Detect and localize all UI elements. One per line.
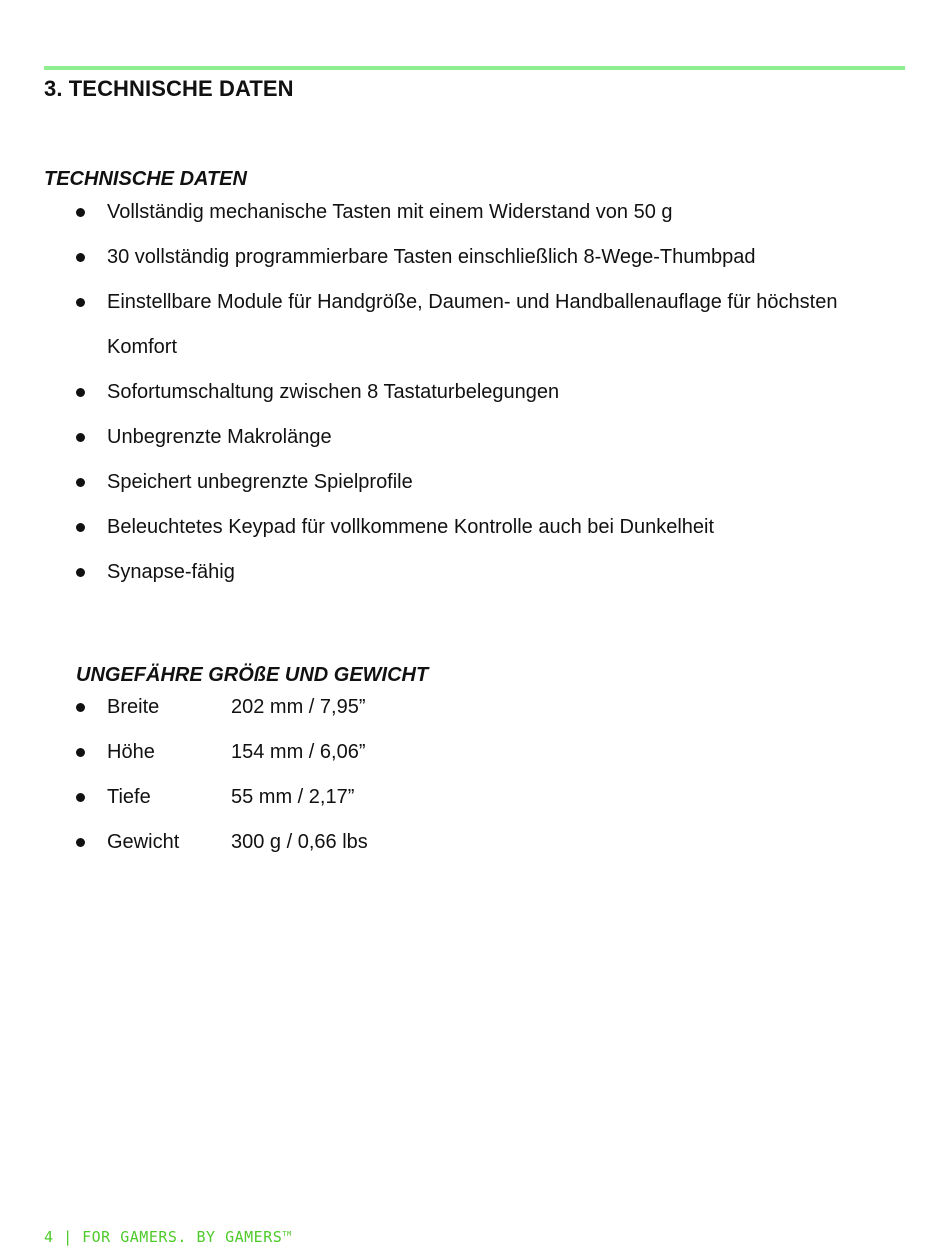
feature-text: Speichert unbegrenzte Spielprofile <box>107 471 413 493</box>
bullet-icon <box>76 388 85 397</box>
dimension-label: Breite <box>107 696 160 718</box>
dimensions-list <box>76 685 676 865</box>
feature-text: Synapse-fähig <box>107 561 235 583</box>
bullet-icon <box>76 793 85 802</box>
list-item <box>76 415 876 460</box>
dimension-label: Tiefe <box>107 786 151 808</box>
page-footer <box>44 1228 292 1246</box>
list-item <box>76 775 676 820</box>
bullet-icon <box>76 523 85 532</box>
dimension-label: Höhe <box>107 741 155 763</box>
list-item <box>76 685 676 730</box>
list-item <box>76 730 676 775</box>
bullet-icon <box>76 748 85 757</box>
bullet-icon <box>76 703 85 712</box>
page-number: 4 <box>44 1228 54 1246</box>
footer-separator: | <box>63 1228 73 1246</box>
footer-slogan: FOR GAMERS. BY GAMERS <box>82 1228 283 1246</box>
list-item <box>76 190 876 235</box>
feature-text: Einstellbare Module für Handgröße, Daumen- und Handballenauflage für höchsten Komfort <box>107 291 838 358</box>
dimension-value: 300 g / 0,66 lbs <box>231 831 368 853</box>
feature-text: Vollständig mechanische Tasten mit einem Widerstand von 50 g <box>107 201 673 223</box>
top-divider-line <box>44 66 905 70</box>
features-list <box>76 190 876 595</box>
list-item <box>76 820 676 865</box>
trademark-mark: TM <box>282 1230 292 1238</box>
dimension-value: 202 mm / 7,95” <box>231 696 366 718</box>
bullet-icon <box>76 208 85 217</box>
feature-text: Sofortumschaltung zwischen 8 Tastaturbelegungen <box>107 381 560 403</box>
feature-text: Beleuchtetes Keypad für vollkommene Kontrolle auch bei Dunkelheit <box>107 516 715 538</box>
bullet-icon <box>76 478 85 487</box>
bullet-icon <box>76 838 85 847</box>
feature-text: Unbegrenzte Makrolänge <box>107 426 332 448</box>
dimensions-heading: UNGEFÄHRE GRÖßE UND GEWICHT <box>76 664 429 686</box>
bullet-icon <box>76 298 85 307</box>
section-title: 3. TECHNISCHE DATEN <box>44 76 294 101</box>
list-item <box>76 235 876 280</box>
list-item <box>76 505 876 550</box>
dimension-value: 55 mm / 2,17” <box>231 786 355 808</box>
list-item <box>76 460 876 505</box>
dimension-label: Gewicht <box>107 831 180 853</box>
bullet-icon <box>76 568 85 577</box>
dimension-value: 154 mm / 6,06” <box>231 741 366 763</box>
features-heading: TECHNISCHE DATEN <box>44 168 247 190</box>
list-item <box>76 370 876 415</box>
bullet-icon <box>76 253 85 262</box>
feature-text: 30 vollständig programmierbare Tasten einschließlich 8-Wege-Thumbpad <box>107 246 756 268</box>
bullet-icon <box>76 433 85 442</box>
list-item <box>76 550 876 595</box>
list-item <box>76 280 876 370</box>
